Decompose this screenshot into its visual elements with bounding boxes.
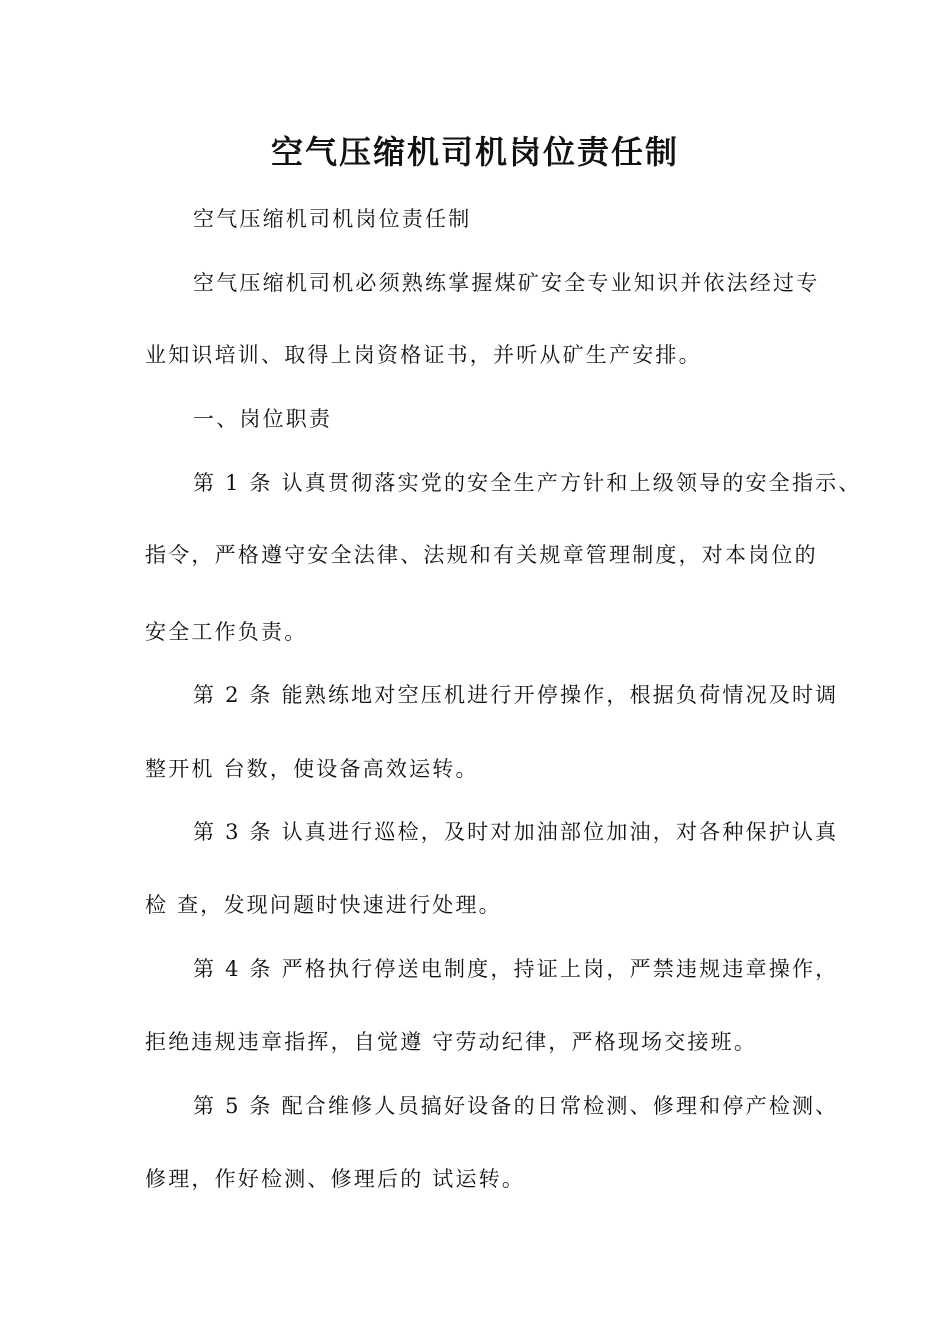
article-5-line-2: 修理，作好检测、修理后的 试运转。 bbox=[145, 1167, 526, 1191]
article-5-line-1: 第 5 条 配合维修人员搞好设备的日常检测、修理和停产检测、 bbox=[193, 1094, 839, 1118]
article-3-line-2: 检 查，发现问题时快速进行处理。 bbox=[145, 893, 502, 917]
paragraph-intro-line-2: 业知识培训、取得上岗资格证书，并听从矿生产安排。 bbox=[145, 343, 702, 367]
article-3-line-1: 第 3 条 认真进行巡检，及时对加油部位加油，对各种保护认真 bbox=[193, 820, 839, 844]
article-2-line-1: 第 2 条 能熟练地对空压机进行开停操作，根据负荷情况及时调 bbox=[193, 683, 839, 707]
article-1-line-2: 指令，严格遵守安全法律、法规和有关规章管理制度，对本岗位的 bbox=[145, 543, 818, 567]
section-heading-duties: 一、岗位职责 bbox=[193, 407, 333, 431]
article-4-line-1: 第 4 条 严格执行停送电制度，持证上岗，严禁违规违章操作， bbox=[193, 957, 839, 981]
article-4-line-2: 拒绝违规违章指挥，自觉遵 守劳动纪律，严格现场交接班。 bbox=[145, 1030, 758, 1054]
article-1-line-1: 第 1 条 认真贯彻落实党的安全生产方针和上级领导的安全指示、 bbox=[193, 471, 862, 495]
subtitle-line: 空气压缩机司机岗位责任制 bbox=[193, 207, 472, 231]
document-title: 空气压缩机司机岗位责任制 bbox=[270, 133, 679, 171]
article-2-line-2: 整开机 台数，使设备高效运转。 bbox=[145, 757, 479, 781]
article-1-line-3: 安全工作负责。 bbox=[145, 620, 308, 644]
paragraph-intro-line-1: 空气压缩机司机必须熟练掌握煤矿安全专业知识并依法经过专 bbox=[193, 271, 820, 295]
